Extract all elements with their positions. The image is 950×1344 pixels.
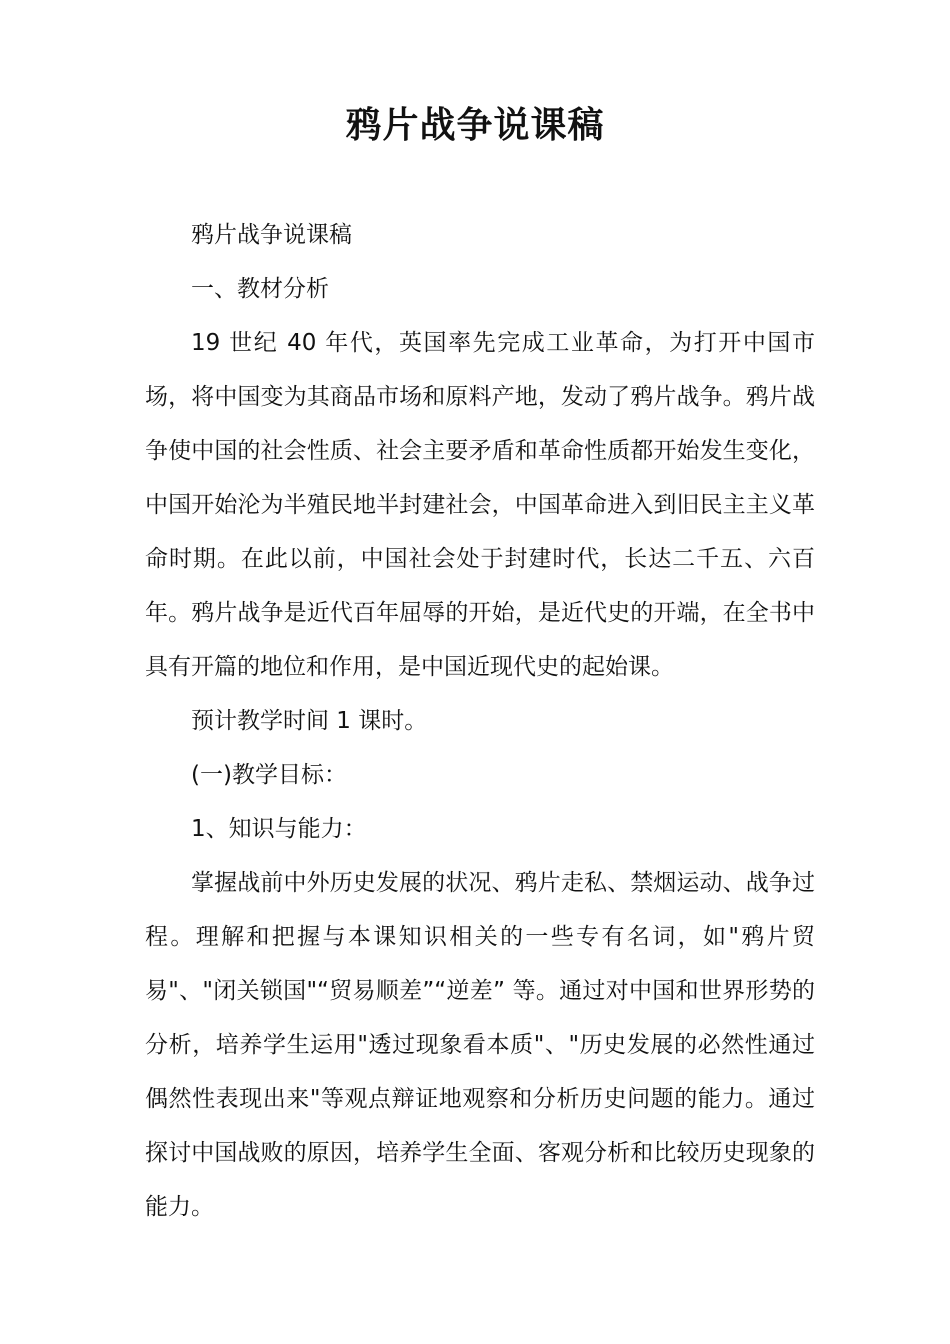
subheading-knowledge-ability: 1、知识与能力： bbox=[191, 816, 367, 842]
document-title: 鸦片战争说课稿 bbox=[345, 105, 605, 146]
section-heading-textbook-analysis: 一、教材分析 bbox=[191, 276, 329, 302]
paragraph-teaching-time: 预计教学时间 1 课时。 bbox=[191, 708, 428, 734]
section-heading-teaching-goals: (一)教学目标： bbox=[191, 762, 347, 788]
paragraph-knowledge-details: 掌握战前中外历史发展的状况、鸦片走私、禁烟运动、战争过程。理解和把握与本课知识相关的一些专有名词，如"鸦片贸易"、"闭关锁国"“贸易顺差”“逆差” 等。通过对中国和世界形势的分析，培养学生运用"透过现象看本质"、"历史发展的必然性通过偶然性表现出来"等观点辩证地观察和分析历史问题的能力。通过探讨中国战败的原因，培养学生全面、客观分析和比较历史现象的能力。 bbox=[145, 870, 815, 1220]
paragraph-subtitle: 鸦片战争说课稿 bbox=[191, 222, 352, 248]
paragraph-background: 19 世纪 40 年代，英国率先完成工业革命，为打开中国市场，将中国变为其商品市场和原料产地，发动了鸦片战争。鸦片战争使中国的社会性质、社会主要矛盾和革命性质都开始发生变化，中国开始沦为半殖民地半封建社会，中国革命进入到旧民主主义革命时期。在此以前，中国社会处于封建时代，长达二千五、六百年。鸦片战争是近代百年屈辱的开始，是近代史的开端，在全书中具有开篇的地位和作用，是中国近现代史的起始课。 bbox=[145, 330, 815, 680]
document-body bbox=[145, 208, 815, 1234]
